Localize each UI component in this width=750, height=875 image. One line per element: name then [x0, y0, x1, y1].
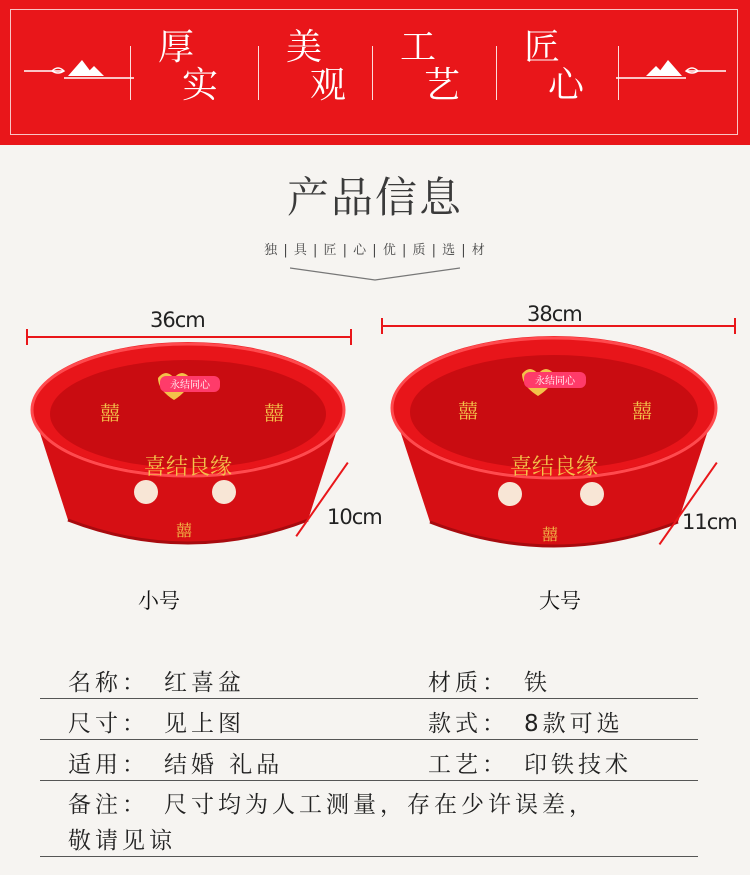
spec-value: 结婚 礼品	[164, 752, 284, 778]
bowl-heart-text: 永结同心	[535, 376, 575, 387]
spec-row	[40, 658, 698, 699]
dimension-tick	[734, 318, 736, 334]
height-label: 10cm	[327, 505, 382, 529]
banner-char: 厚	[158, 27, 195, 68]
banner-word-ingenuity	[504, 27, 594, 112]
banner-divider	[496, 46, 497, 100]
banner-word-craft	[380, 27, 470, 112]
size-label-small: 小号	[138, 589, 180, 613]
banner-divider	[258, 46, 259, 100]
bowl-xi-text: 囍	[632, 399, 652, 423]
spec-row	[40, 699, 698, 740]
banner-divider	[618, 46, 619, 100]
spec-key: 工艺：	[428, 752, 509, 778]
top-banner	[0, 0, 750, 145]
spec-key: 尺寸：	[68, 711, 149, 737]
spec-row	[40, 740, 698, 781]
spec-value: 铁	[524, 670, 551, 696]
spec-key: 适用：	[68, 752, 149, 778]
spec-value: 印铁技术	[524, 752, 632, 778]
banner-char: 艺	[424, 65, 461, 106]
height-label: 11cm	[682, 510, 737, 534]
width-dimension-line	[26, 336, 352, 338]
banner-divider	[130, 46, 131, 100]
bowl-xi-text: 囍	[542, 525, 559, 544]
banner-char: 匠	[524, 27, 561, 68]
section-subtitle: 独 | 具 | 匠 | 心 | 优 | 质 | 选 | 材	[264, 243, 486, 258]
spec-value: 见上图	[164, 711, 245, 737]
bowl-image-small	[28, 340, 348, 550]
banner-divider	[372, 46, 373, 100]
spec-key: 材质：	[428, 670, 509, 696]
size-label-large: 大号	[539, 589, 581, 613]
note-key: 备注：	[68, 792, 149, 818]
width-label: 38cm	[527, 302, 582, 326]
spec-key: 款式：	[428, 711, 509, 737]
banner-char: 美	[286, 27, 323, 68]
bowl-xi-text: 囍	[176, 521, 193, 540]
mountain-cloud-icon	[616, 54, 726, 84]
banner-char: 观	[310, 65, 347, 106]
bowl-center-text: 喜结良缘	[509, 455, 599, 480]
bowl-xi-text: 囍	[458, 399, 478, 423]
note-text: 尺寸均为人工测量，存在少许误差，	[164, 792, 596, 818]
dimension-tick	[381, 318, 383, 334]
banner-word-beautiful	[266, 27, 356, 112]
chevron-down-icon	[290, 262, 460, 284]
dimension-tick	[350, 329, 352, 345]
banner-word-thick	[138, 27, 228, 112]
banner-char: 实	[182, 65, 219, 106]
spec-value: 红喜盆	[164, 670, 245, 696]
banner-char: 心	[548, 65, 585, 106]
mountain-cloud-icon	[24, 54, 134, 84]
banner-char: 工	[400, 27, 437, 68]
spec-key: 名称：	[68, 670, 149, 696]
bowl-center-text: 喜结良缘	[143, 455, 233, 480]
spec-value: 8款可选	[524, 711, 624, 737]
note-text: 敬请见谅	[68, 828, 176, 854]
bowl-xi-text: 囍	[264, 401, 284, 425]
bowl-xi-text: 囍	[100, 401, 120, 425]
bowl-heart-text: 永结同心	[170, 380, 210, 391]
bowl-image-large	[388, 334, 720, 554]
note-row	[40, 786, 698, 857]
section-title: 产品信息	[286, 173, 463, 222]
width-label: 36cm	[150, 308, 205, 332]
